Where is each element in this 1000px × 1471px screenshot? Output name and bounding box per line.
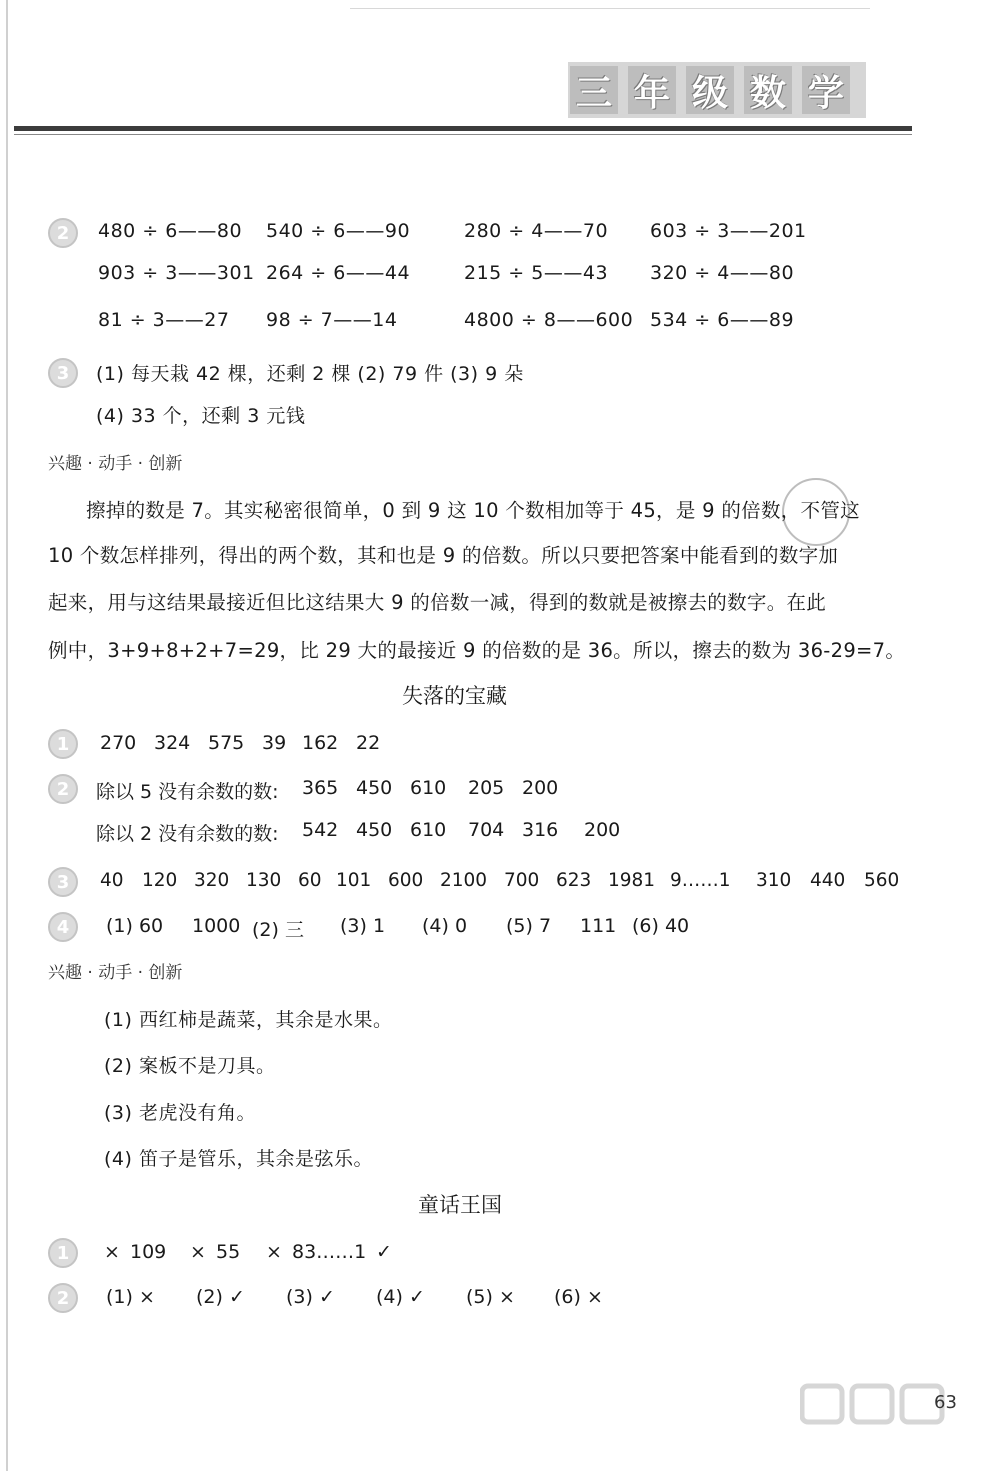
answer-row [96,819,638,846]
answer-value: 316 [522,819,559,841]
answer-value: (5) 7 [506,915,552,937]
answer-value: 610 [410,819,447,841]
watermark-icon [800,1380,950,1428]
header-rule [14,126,912,131]
section-heading: 兴趣 · 动手 · 创新 [48,454,183,474]
answer-value: (2) ✓ [196,1286,245,1308]
answer-value: (4) 0 [422,915,468,937]
answer-value: (3) 1 [340,915,386,937]
answer-value: × [104,1241,120,1263]
answer-value: 1000 [192,915,241,937]
answer-row [96,777,576,804]
question-number-badge: 2 [48,218,78,248]
header-char: 级 [686,66,734,114]
answer-value: 120 [142,870,178,891]
section-title: 童话王国 [418,1193,502,1217]
division-item: 98 ÷ 7——14 [266,309,398,331]
division-item: 264 ÷ 6——44 [266,262,411,284]
faint-watermark [252,942,452,1008]
faint-watermark [258,1368,458,1434]
answer-value: 600 [388,870,424,891]
answer-label: 除以 5 没有余数的数: [96,781,279,803]
paragraph-line: 10 个数怎样排列，得出的两个数，其和也是 9 的倍数。所以只要把答案中能看到的数字加 [48,544,839,567]
answer-value: 40 [100,870,124,891]
division-item: 215 ÷ 5——43 [464,262,609,284]
paragraph-line: 起来，用与这结果最接近但比这结果大 9 的倍数一减，得到的数就是被擦去的数字。在此 [48,591,827,614]
answer-value: (1) 60 [106,915,164,937]
answer-value: 450 [356,819,393,841]
division-item: 540 ÷ 6——90 [266,220,411,242]
answer-value: 55 [216,1241,241,1263]
paragraph-line: 例中，3+9+8+2+7=29，比 29 大的最接近 9 的倍数的是 36。所以，擦去的数为 36-29=7。 [48,639,906,662]
answer-value: 310 [756,870,792,891]
division-item: 903 ÷ 3——301 [98,262,255,284]
answer-value: (2) 三 [252,919,304,941]
answer-value: 22 [356,732,381,754]
answer-value: 1981 [608,870,656,891]
answer-row [100,870,908,891]
check-icon: ✓ [376,1241,392,1263]
answer-value: 440 [810,870,846,891]
section-heading: 兴趣 · 动手 · 创新 [48,963,183,983]
division-item: 480 ÷ 6——80 [98,220,243,242]
answer-value: 320 [194,870,230,891]
answer-value: 560 [864,870,900,891]
answer-value: (6) 40 [632,915,690,937]
answer-value: 704 [468,819,505,841]
question-number-badge: 2 [48,1283,78,1313]
answer-line: (1) 每天栽 42 棵，还剩 2 棵 (2) 79 件 (3) 9 朵 [96,363,524,385]
answer-row [104,1241,396,1263]
answer-row [100,732,396,754]
division-item: 603 ÷ 3——201 [650,220,807,242]
answer-value: 450 [356,777,393,799]
answer-value: 60 [298,870,322,891]
answer-label: 除以 2 没有余数的数: [96,823,279,845]
division-item: 4800 ÷ 8——600 [464,309,634,331]
header-title [570,62,850,114]
answer-value: 162 [302,732,339,754]
header-char: 数 [744,66,792,114]
answer-value: (3) ✓ [286,1286,335,1308]
answer-value: 200 [522,777,559,799]
answer-value: 700 [504,870,540,891]
question-number-badge: 1 [48,729,78,759]
answer-value: 365 [302,777,339,799]
question-number-badge: 2 [48,774,78,804]
answer-line: (3) 老虎没有角。 [104,1102,256,1124]
answer-row [106,915,712,942]
answer-value: 111 [580,915,617,937]
section-title: 失落的宝藏 [402,684,507,708]
page-edge [6,0,8,1471]
answer-value: × [190,1241,206,1263]
division-item: 534 ÷ 6——89 [650,309,795,331]
answer-value: 575 [208,732,245,754]
answer-row [106,1286,624,1308]
top-edge [350,8,870,9]
answer-value: 2100 [440,870,488,891]
answer-value: 83……1 [292,1241,367,1263]
header-rule-thin [14,134,912,135]
answer-value: 270 [100,732,137,754]
answer-value: (6) × [554,1286,603,1308]
answer-value: 623 [556,870,592,891]
answer-value: 101 [336,870,372,891]
answer-value: 9……1 [670,870,731,891]
answer-line: (4) 33 个，还剩 3 元钱 [96,405,306,427]
question-number-badge: 3 [48,358,78,388]
question-number-badge: 3 [48,867,78,897]
answer-line: (4) 笛子是管乐，其余是弦乐。 [104,1148,373,1170]
paragraph-line: 擦掉的数是 7。其实秘密很简单，0 到 9 这 10 个数相加等于 45，是 9 的倍数，不管这 [86,499,860,522]
header-char: 三 [570,66,618,114]
answer-value: (1) × [106,1286,155,1308]
answer-value: (5) × [466,1286,515,1308]
question-number-badge: 4 [48,912,78,942]
answer-value: × [266,1241,282,1263]
answer-value: 610 [410,777,447,799]
answer-value: 205 [468,777,505,799]
answer-value: (4) ✓ [376,1286,425,1308]
answer-value: 542 [302,819,339,841]
division-item: 320 ÷ 4——80 [650,262,795,284]
answer-line: (2) 案板不是刀具。 [104,1055,276,1077]
page-number: 63 [934,1392,957,1413]
answer-value: 130 [246,870,282,891]
answer-value: 109 [130,1241,167,1263]
answer-line: (1) 西红柿是蔬菜，其余是水果。 [104,1009,393,1031]
answer-value: 39 [262,732,287,754]
question-number-badge: 1 [48,1238,78,1268]
header-char: 学 [802,66,850,114]
header-char: 年 [628,66,676,114]
watermark-logo [800,1380,950,1439]
division-item: 81 ÷ 3——27 [98,309,230,331]
answer-value: 200 [584,819,621,841]
answer-value: 324 [154,732,191,754]
division-item: 280 ÷ 4——70 [464,220,609,242]
